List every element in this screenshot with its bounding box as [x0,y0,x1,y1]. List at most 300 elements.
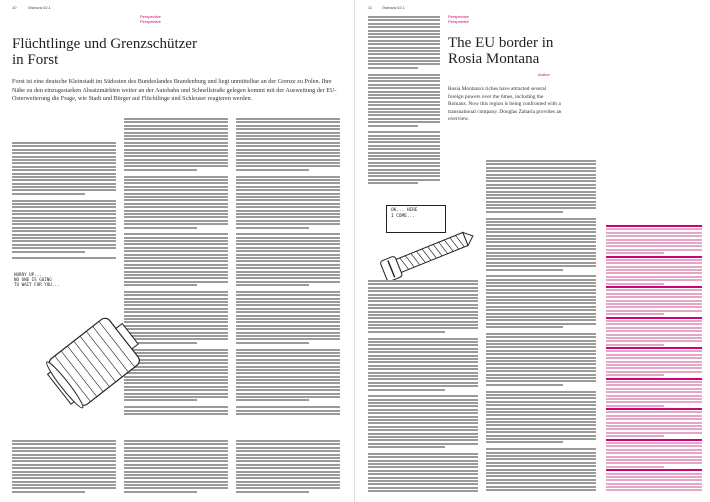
body-text-line [236,230,340,232]
body-text-line [124,274,228,276]
body-text-line [236,132,340,134]
body-text-line [368,375,478,377]
body-text-line [486,306,596,308]
body-text-line [236,362,340,364]
body-text-line [368,344,478,346]
body-text-line [486,279,596,281]
body-text-line [368,324,478,326]
margin-note-line [606,371,702,373]
body-text-line [486,269,563,271]
body-text-line [368,23,440,25]
body-text-line [236,369,340,371]
body-text-line [12,487,116,489]
margin-note-line [606,249,702,251]
body-text-line [368,63,440,65]
body-text-line [12,477,116,479]
margin-note-line [606,442,702,444]
margin-note-line [606,245,702,247]
body-text-line [368,389,445,391]
body-text-line [368,402,478,404]
margin-note-line [606,364,702,366]
body-text-line [368,460,478,462]
body-text-line [486,336,596,338]
body-text-line [124,481,228,483]
body-text-line [368,152,440,154]
left-title [12,36,342,68]
body-text-line [124,257,228,259]
body-text-line [124,443,228,445]
body-text-line [368,158,440,160]
body-text-line [12,447,116,449]
body-text-line [368,70,440,72]
body-text-line [368,365,478,367]
body-text-line [236,325,340,327]
body-text-line [486,357,596,359]
body-text-line [368,19,440,21]
margin-note-line [606,466,664,468]
right-kicker [448,14,469,24]
body-text-line [368,169,440,171]
body-text-line [124,294,228,296]
body-text-line [124,118,228,120]
body-text-line [368,111,440,113]
body-text-line [486,394,596,396]
body-text-line [124,467,228,469]
body-text-line [486,201,596,203]
body-text-line [368,477,478,479]
body-text-line [486,414,596,416]
margin-note-line [606,239,702,241]
body-text-line [12,227,116,229]
body-text-line [236,186,340,188]
body-text-line [368,87,440,89]
body-text-line [486,289,596,291]
body-text-line [124,165,228,167]
body-text-line [368,57,440,59]
body-text-line [368,456,478,458]
speech-bubble: OK... HERE I COME... [386,205,446,233]
body-text-line [124,233,228,235]
body-text-line [368,351,478,353]
margin-note-line [606,266,702,268]
body-text-line [12,196,116,198]
body-text-line [236,410,340,412]
body-text-line [486,475,596,477]
margin-note-line [606,306,702,308]
body-text-line [368,165,440,167]
margin-note-line [606,398,702,400]
right-page [356,0,710,502]
body-text-line [124,220,228,222]
body-text-line [368,453,478,455]
body-text-line [368,426,478,428]
body-text-line [124,149,228,151]
body-text-line [12,220,116,222]
body-text-line [124,135,228,137]
body-text-line [12,484,116,486]
body-text-line [236,274,340,276]
body-text-line [486,197,596,199]
body-text-line [368,91,440,93]
body-text-line [486,346,596,348]
body-text-line [12,189,116,191]
body-text-line [12,257,116,259]
body-text-line [486,472,596,474]
body-text-line [236,359,340,361]
body-text-line [236,189,340,191]
body-text-line [486,180,596,182]
body-text-line [12,149,116,151]
body-text-line [12,173,116,175]
body-text-line [124,203,228,205]
body-text-line [368,172,440,174]
body-text-line [368,412,478,414]
body-text-line [236,406,340,408]
body-text-line [368,94,440,96]
body-text-line [486,221,596,223]
body-text-line [486,316,596,318]
body-text-line [368,368,478,370]
body-text-line [486,333,596,335]
body-text-line [368,446,445,448]
body-text-line [486,160,596,162]
body-text-line [368,155,440,157]
body-text-line [236,233,340,235]
margin-note-line [606,411,702,413]
body-text-line [368,101,440,103]
body-text-line [368,429,478,431]
body-text-line [12,206,116,208]
body-text-line [368,287,478,289]
body-text-line [124,440,228,442]
body-text-line [486,343,596,345]
margin-note-line [606,415,702,417]
body-text-line [124,193,228,195]
body-text-line [368,294,478,296]
body-text-line [124,240,228,242]
margin-note-line [606,323,702,325]
body-text-line [486,211,563,213]
left-illustration-caption: HURRY UP... NO ONE IS GOING TO WAIT FOR YOU... [14,272,60,288]
body-text-line [124,125,228,127]
body-text-line [12,210,116,212]
body-text-line [486,302,596,304]
right-title [448,35,608,67]
body-text-line [368,179,440,181]
body-text-line [236,315,340,317]
margin-note-line [606,228,702,230]
margin-note-line [606,317,702,319]
body-text-line [236,257,340,259]
body-text-line [236,264,340,266]
body-text-line [368,121,440,123]
right-page-number-left: 11 [368,5,373,10]
body-text-line [368,108,440,110]
body-text-line [236,199,340,201]
body-text-line [486,309,596,311]
left-body-column-3 [236,118,340,418]
right-margin-notes [606,225,702,495]
body-text-line [236,240,340,242]
body-text-line [368,358,478,360]
body-text-line [124,169,197,171]
body-text-line [486,177,596,179]
body-text-line [12,481,116,483]
body-text-line [124,230,228,232]
body-text-line [368,33,440,35]
body-text-line [12,467,116,469]
body-text-line [236,372,340,374]
body-text-line [486,428,596,430]
body-text-line [486,374,596,376]
body-text-line [368,334,478,336]
body-text-line [486,360,596,362]
body-text-line [236,121,340,123]
body-text-line [124,454,228,456]
body-text-line [368,43,440,45]
body-text-line [124,132,228,134]
body-text-line [236,467,340,469]
margin-note-line [606,252,664,254]
margin-note-line [606,269,702,271]
body-text-line [12,254,116,256]
body-text-line [368,300,478,302]
body-text-line [236,399,309,401]
body-text-line [486,245,596,247]
body-text-line [124,128,228,130]
body-text-line [368,67,418,69]
body-text-line [368,405,478,407]
body-text-line [236,291,340,293]
body-text-line [368,84,440,86]
body-text-line [12,162,116,164]
body-text-line [368,419,478,421]
body-text-line [236,382,340,384]
body-text-line [236,447,340,449]
margin-note-line [606,486,702,488]
body-text-line [486,235,596,237]
body-text-line [124,477,228,479]
body-text-line [486,489,596,491]
body-text-line [124,176,228,178]
margin-note-line [606,276,702,278]
body-text-line [368,327,478,329]
body-text-line [368,470,478,472]
body-text-line [236,142,340,144]
body-text-line [236,176,340,178]
body-text-line [368,311,478,313]
body-text-line [486,207,596,209]
body-text-line [124,186,228,188]
body-text-line [124,474,228,476]
body-text-line [486,248,596,250]
body-text-line [486,421,596,423]
body-text-line [236,220,340,222]
margin-note-line [606,242,702,244]
body-text-line [12,159,116,161]
body-text-line [236,203,340,205]
body-text-line [368,395,478,397]
right-title-line-2: Rosia Montana [448,51,540,67]
margin-note-line [606,283,664,285]
body-text-line [368,372,478,374]
body-text-line [236,457,340,459]
margin-note-line [606,256,702,258]
body-text-line [236,491,309,493]
body-text-line [236,481,340,483]
margin-note-line [606,432,702,434]
margin-note-line [606,262,702,264]
body-text-line [124,159,228,161]
body-text-line [12,454,116,456]
margin-note-line [606,330,702,332]
margin-note-line [606,279,702,281]
margin-note-line [606,428,702,430]
body-text-line [12,491,85,493]
body-text-line [12,145,116,147]
body-text-line [124,199,228,201]
body-text-line [12,457,116,459]
body-text-line [236,477,340,479]
body-text-line [236,250,340,252]
margin-note-line [606,293,702,295]
body-text-line [486,435,596,437]
body-text-line [368,131,440,133]
body-text-line [486,187,596,189]
body-text-line [236,443,340,445]
body-text-line [236,138,340,140]
body-text-line [236,149,340,151]
body-text-line [124,254,228,256]
margin-note-line [606,425,702,427]
body-text-line [12,244,116,246]
body-text-line [12,152,116,154]
left-journal-name: Östrava 02.1 [28,5,51,10]
margin-note-line [606,439,702,441]
margin-note-line [606,272,702,274]
body-text-line [12,234,116,236]
body-text-line [486,262,596,264]
margin-note-line [606,489,702,491]
right-kicker-line-2: Perspektive [448,19,469,24]
right-body-column-1b [368,280,478,495]
body-text-line [368,385,478,387]
body-text-line [236,243,340,245]
body-text-line [368,47,440,49]
body-text-line [124,237,228,239]
body-text-line [368,60,440,62]
body-text-line [368,317,478,319]
body-text-line [486,285,596,287]
body-text-line [236,484,340,486]
margin-note-line [606,384,702,386]
margin-note-line [606,401,702,403]
body-text-line [124,460,228,462]
margin-note-line [606,388,702,390]
body-text-line [486,204,596,206]
margin-note-line [606,483,702,485]
body-text-line [368,74,440,76]
body-text-line [12,247,116,249]
body-text-line [124,450,228,452]
body-text-line [486,241,596,243]
body-text-line [236,284,309,286]
left-kicker-line-1: Perspective [140,14,161,19]
screw-illustration [376,225,481,280]
body-text-line [12,450,116,452]
body-text-line [486,292,596,294]
body-text-line [368,97,440,99]
body-text-line [486,465,596,467]
body-text-line [368,338,478,340]
body-text-line [236,474,340,476]
body-text-line [236,155,340,157]
body-text-line [368,378,478,380]
body-text-line [124,152,228,154]
body-text-line [236,165,340,167]
left-body-column-1 [12,142,116,262]
body-text-line [486,265,596,267]
body-text-line [486,313,596,315]
margin-note-line [606,357,702,359]
body-text-line [486,299,596,301]
margin-note-line [606,391,702,393]
body-text-line [368,473,478,475]
body-text-line [236,321,340,323]
body-text-line [12,186,116,188]
margin-note-line [606,259,702,261]
body-text-line [12,176,116,178]
body-text-line [486,163,596,165]
right-kicker-line-1: Perspective [448,14,469,19]
body-text-line [486,408,596,410]
body-text-line [368,135,440,137]
body-text-line [486,384,563,386]
body-text-line [236,125,340,127]
body-text-line [124,189,228,191]
left-title-line-2: in Forst [12,52,59,68]
right-body-column-1 [368,16,440,192]
body-text-line [368,439,478,441]
margin-note-line [606,310,702,312]
body-text-line [236,227,309,229]
margin-note-line [606,286,702,288]
body-text-line [236,389,340,391]
body-text-line [124,121,228,123]
body-text-line [124,288,228,290]
body-text-line [236,206,340,208]
body-text-line [236,182,340,184]
body-text-line [12,240,116,242]
body-text-line [236,172,340,174]
body-text-line [368,30,440,32]
body-text-line [486,486,596,488]
body-text-line [236,413,340,415]
body-text-line [236,464,340,466]
body-text-line [124,277,228,279]
body-text-line [236,281,340,283]
margin-note-line [606,300,702,302]
body-text-line [12,193,85,195]
body-text-line [368,341,478,343]
margin-note-line [606,334,702,336]
body-text-line [486,323,596,325]
body-text-line [486,258,596,260]
margin-note-line [606,456,702,458]
body-text-line [236,393,340,395]
body-text-line [12,169,116,171]
body-text-line [12,183,116,185]
